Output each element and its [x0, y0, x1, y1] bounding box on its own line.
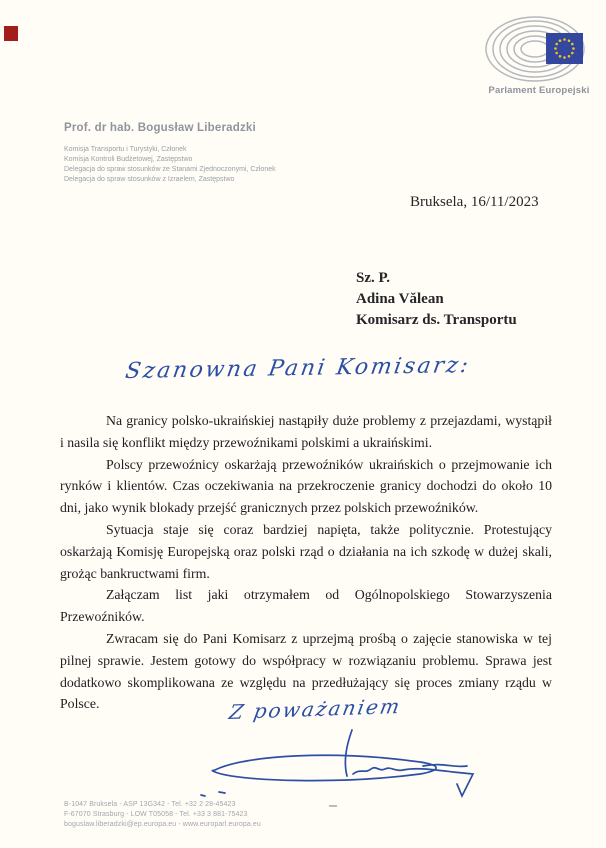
role-line: Komisja Kontroli Budżetowej, Zastępstwo [64, 156, 193, 163]
european-parliament-logo [478, 16, 600, 96]
author-roles [64, 145, 276, 185]
signature-stroke-icon [185, 722, 485, 800]
letter-body [60, 410, 552, 715]
paragraph: Polscy przewoźnicy oskarżają przewoźników ukraińskich o przejmowanie ich rynków i klientów. Czas oczekiwania na przekroczenie granicy dochodzi do około 10 dni, jako wynik blokady przejść granicznych przez polskich przewoźników. [60, 456, 552, 516]
dateline: Bruksela, 16/11/2023 [410, 194, 539, 210]
role-line: Delegacja do spraw stosunków ze Stanami Zjednoczonymi, Członek [64, 166, 276, 173]
paragraph: Zwracam się do Pani Komisarz z uprzejmą prośbą o zajęcie stanowiska w tej pilnej sprawie. Jestem gotowy do współpracy w rozwiązaniu problemu. Sprawa jest dodatkowo skomplikowana ze względu na przedłużający się proces zmiany rządu w Polsce. [60, 630, 552, 712]
recipient-honorific: Sz. P. [356, 270, 391, 286]
paragraph: Na granicy polsko-ukraińskiej nastąpiły duże problemy z przejazdami, wystąpił i nasila się konflikt między przewoźnikami polskimi a ukraińskimi. [60, 413, 552, 450]
recipient-block [356, 268, 517, 331]
role-line: Delegacja do spraw stosunków z Izraelem, Zastępstwo [64, 176, 235, 183]
red-scan-mark [4, 26, 18, 41]
hemicycle-eu-flag-icon [478, 16, 600, 82]
paragraph: Sytuacja staje się coraz bardziej napięta, także politycznie. Protestujący oskarżają Komisję Europejską oraz polski rząd o działania na ich szkodę w dużej skali, grożąc bankructwami firm. [60, 521, 552, 581]
footer-line-strasbourg: F-67070 Strasburg - LOW T05058 - Tel. +33 3 881-75423 [64, 811, 248, 818]
handwritten-salutation: Szanowna Pani Komisarz: [123, 353, 473, 384]
logo-caption: Parlament Europejski [488, 85, 590, 96]
paragraph: Załączam list jaki otrzymałem od Ogólnopolskiego Stowarzyszenia Przewoźników. [60, 587, 552, 625]
footer-line-email-web: boguslaw.liberadzki@ep.europa.eu - www.europarl.europa.eu [64, 821, 261, 828]
recipient-title: Komisarz ds. Transportu [356, 312, 517, 328]
author-name: Prof. dr hab. Bogusław Liberadzki [64, 122, 256, 134]
handwritten-valediction: Z poważaniem [227, 694, 404, 724]
signature [185, 722, 485, 805]
footer-line-brussels: B-1047 Bruksela - ASP 13G342 - Tel. +32 2 28-45423 [64, 801, 236, 808]
recipient-name: Adina Vălean [356, 291, 444, 307]
footer-contacts [64, 800, 261, 830]
scan-artifact-dash [329, 805, 337, 807]
role-line: Komisja Transportu i Turystyki, Członek [64, 146, 187, 153]
